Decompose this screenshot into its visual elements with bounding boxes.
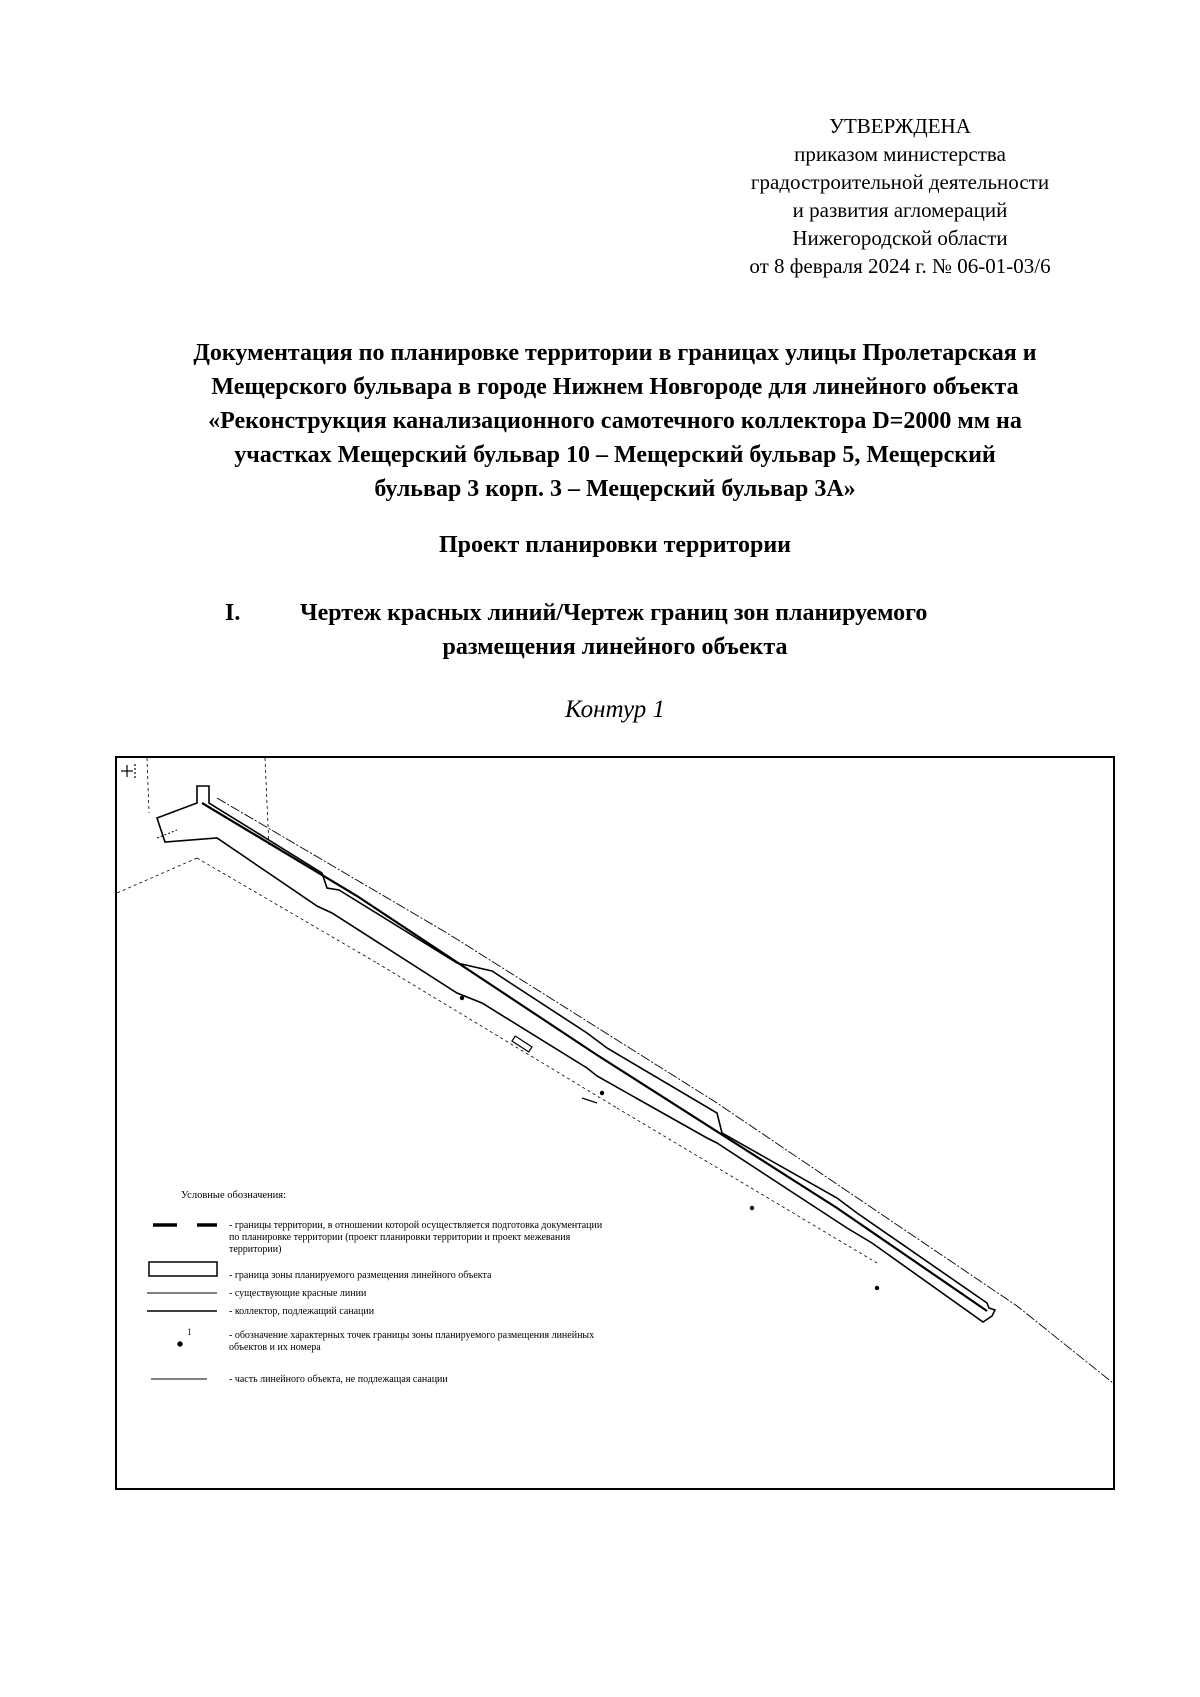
title-line: бульвар 3 корп. 3 – Мещерский бульвар 3А» (374, 476, 856, 502)
approval-line: градостроительной деятельности (750, 170, 1050, 194)
chapter-title-line: размещения линейного объекта (442, 634, 788, 660)
corner-cross-mark (121, 764, 135, 780)
legend-item-text: - коллектор, подлежащий санации (229, 1306, 375, 1317)
document-title (60, 336, 1170, 506)
approval-line: и развития агломераций (792, 198, 1008, 222)
legend-point-number: 1 (187, 1327, 192, 1337)
legend-item-text: - границы территории, в отношении которой осуществляется подготовка документации по планировке территории (проект планировки территории и проект межевания территории) (229, 1220, 603, 1255)
construction-lines (117, 758, 877, 1263)
title-line: Мещерского бульвара в городе Нижнем Новгороде для линейного объекта (211, 374, 1019, 400)
approval-line: Нижегородской области (792, 226, 1008, 250)
legend-item-text: - обозначение характерных точек границы зоны планируемого размещения линейных объектов и их номера (229, 1330, 595, 1353)
legend-symbol-zone-boundary (149, 1262, 217, 1276)
approval-line: приказом министерства (794, 142, 1006, 166)
chapter-number: I. (225, 600, 241, 626)
legend-title: Условные обозначения: (181, 1190, 287, 1201)
legend-item-text: - граница зоны планируемого размещения линейного объекта (229, 1270, 492, 1281)
title-line: участках Мещерский бульвар 10 – Мещерский бульвар 5, Мещерский (234, 442, 996, 468)
approval-line: от 8 февраля 2024 г. № 06-01-03/6 (749, 254, 1051, 278)
title-line: Документация по планировке территории в границах улицы Пролетарская и (193, 340, 1037, 366)
legend-symbol-point (178, 1342, 182, 1346)
contour-label: Контур 1 (565, 696, 665, 723)
chapter-title-line: Чертеж красных линий/Чертеж границ зон планируемого (300, 600, 928, 626)
section-title: Проект планировки территории (438, 532, 792, 558)
legend-symbols (147, 1225, 217, 1379)
legend-item-text: - часть линейного объекта, не подлежащая санации (229, 1374, 448, 1385)
top-left-dashes (157, 830, 177, 838)
approval-line: УТВЕРЖДЕНА (829, 114, 971, 138)
planning-drawing (115, 756, 1115, 1490)
title-line: «Реконструкция канализационного самотечного коллектора D=2000 мм на (208, 408, 1022, 434)
legend-item-text: - существующие красные линии (229, 1288, 367, 1299)
approval-stamp (700, 112, 1100, 280)
